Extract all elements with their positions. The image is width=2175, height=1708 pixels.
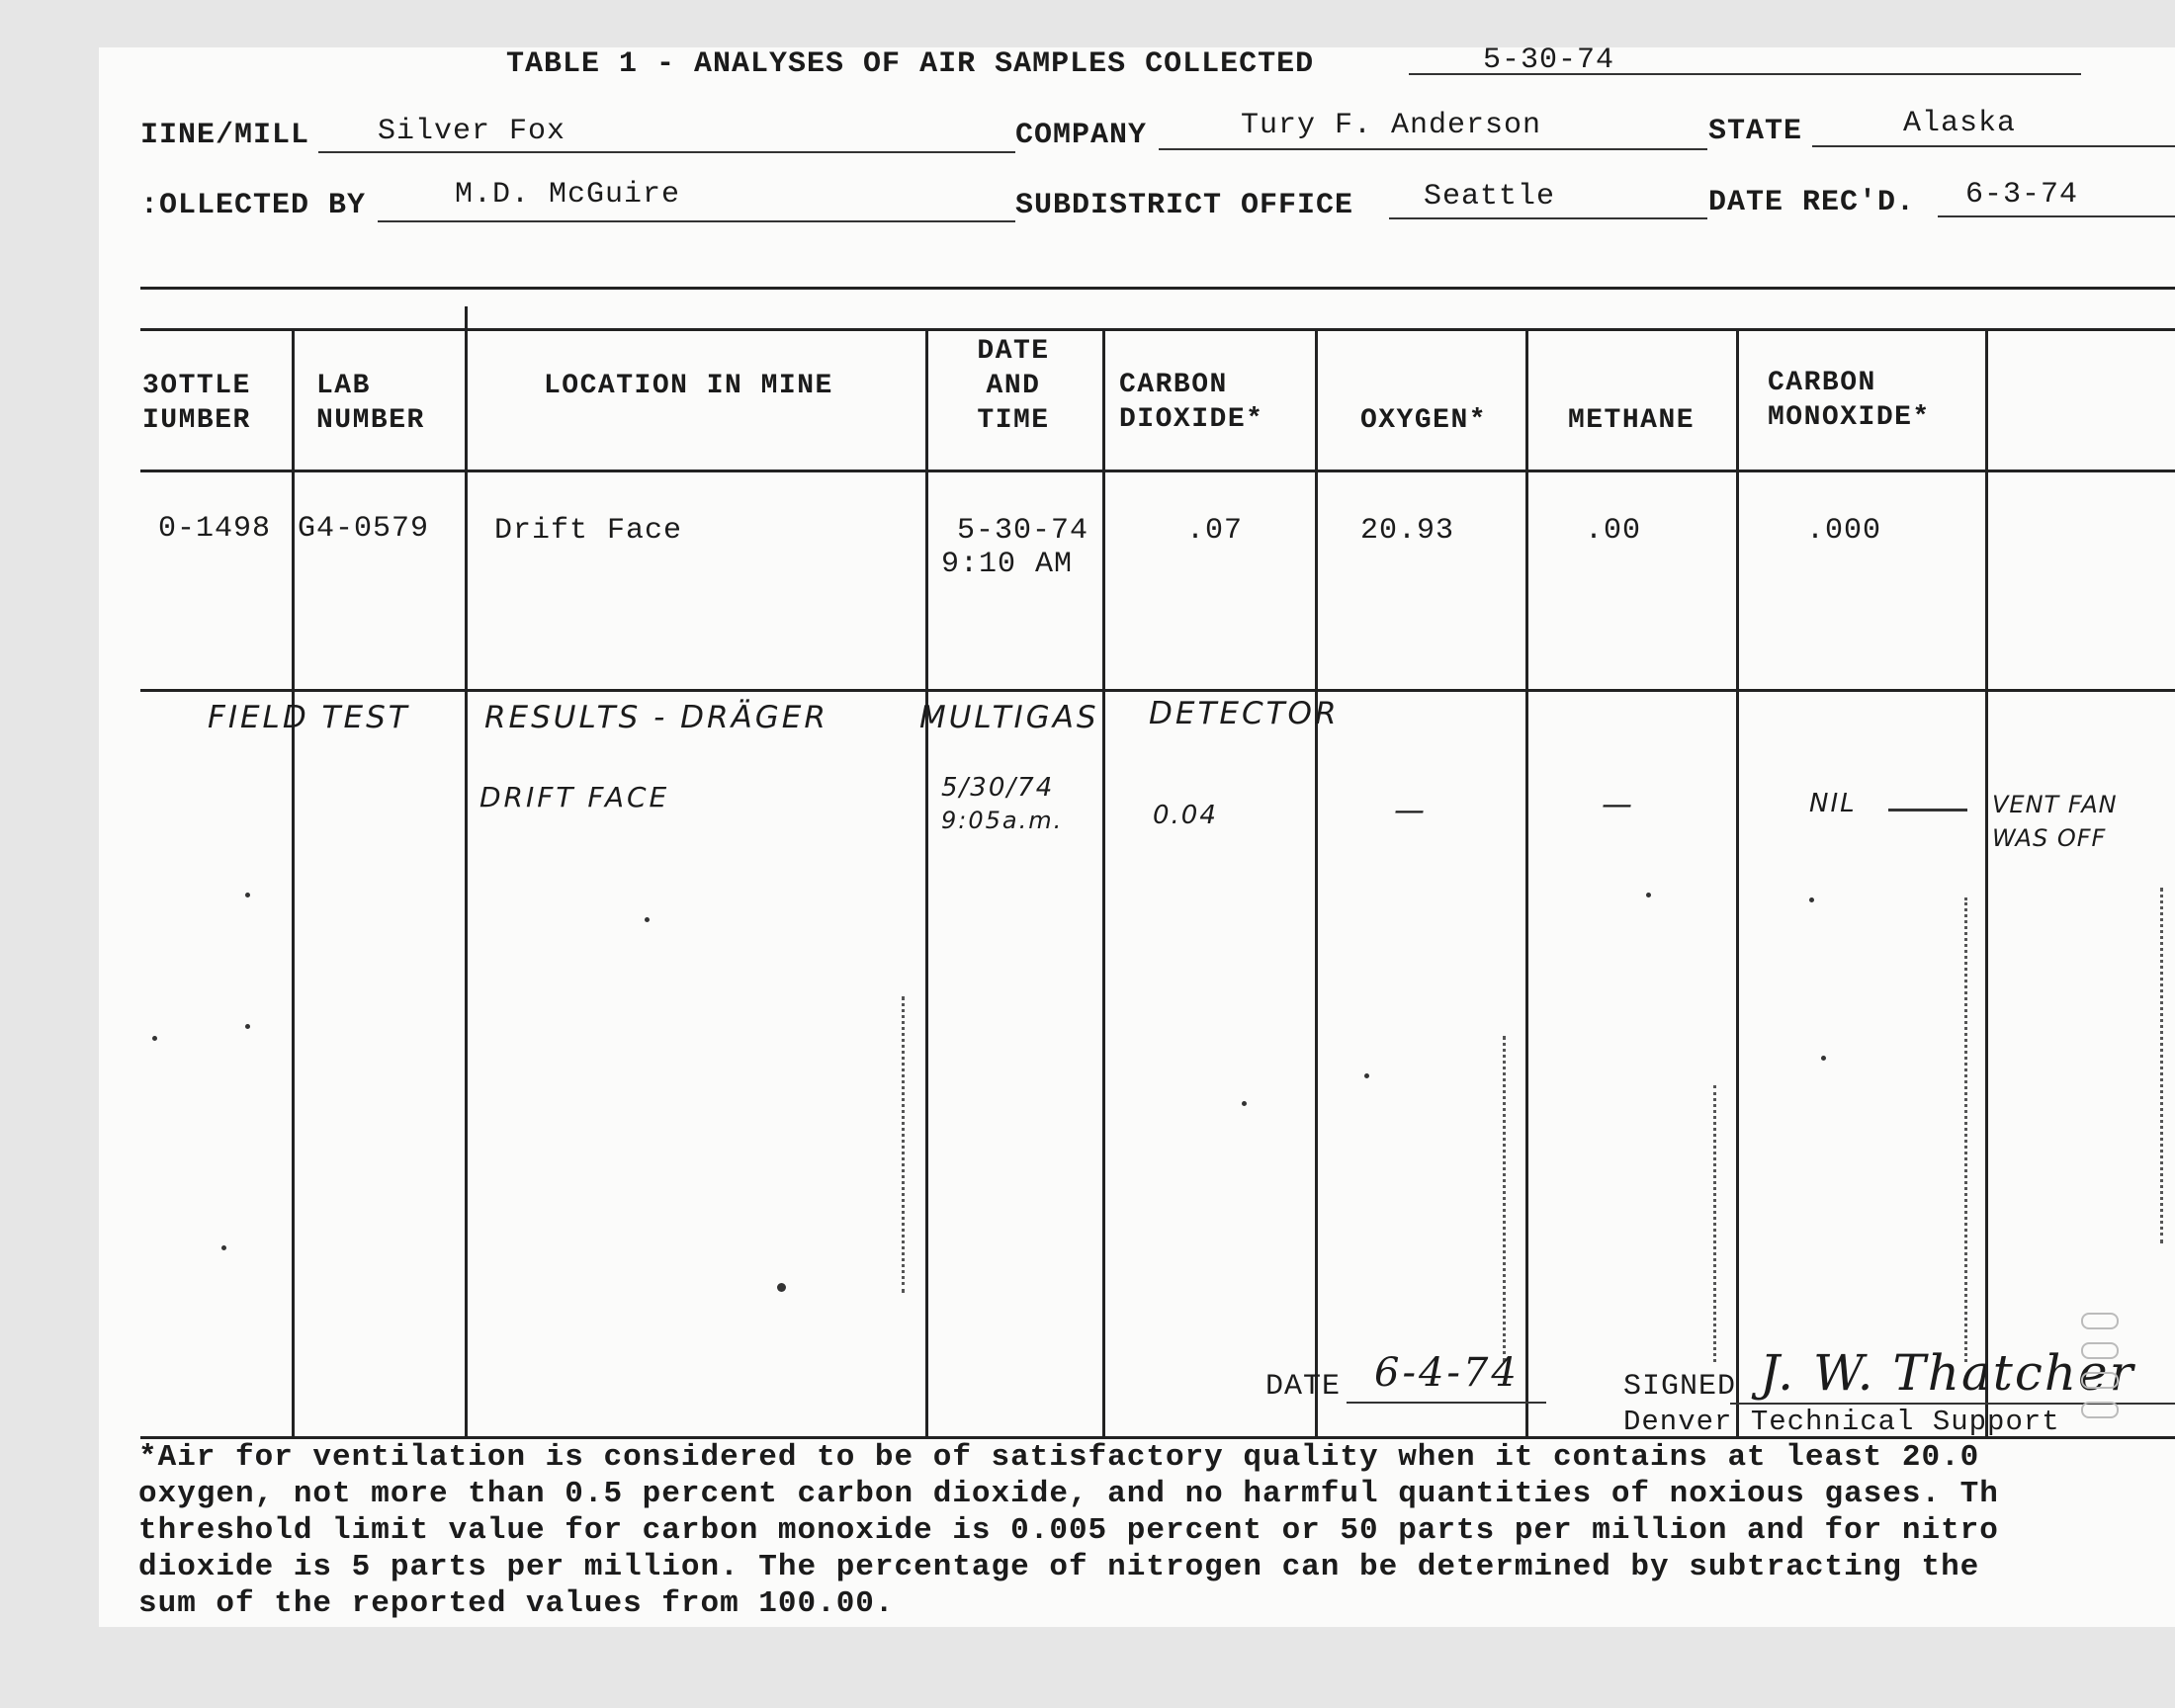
speck <box>777 1283 786 1292</box>
margin-marks <box>2081 1313 2119 1431</box>
field-test-heading-2: RESULTS - DRÄGER <box>484 700 828 735</box>
cell-methane: .00 <box>1585 514 1642 548</box>
footnote-line-4: dioxide is 5 parts per million. The percentage of nitrogen can be determined by subtracting the <box>138 1550 1980 1584</box>
footnote-line-3: threshold limit value for carbon monoxide is 0.005 percent or 50 parts per million and for nitro <box>138 1513 1999 1548</box>
dot-trace-2 <box>1503 1036 1506 1362</box>
header-location: LOCATION IN MINE <box>544 371 833 401</box>
field-methane: — <box>1602 787 1635 822</box>
col-line-5 <box>1315 329 1318 1436</box>
received-underline <box>1938 215 2175 217</box>
rule-row-bottom <box>140 689 2175 692</box>
collected-by-value: M.D. McGuire <box>455 178 681 212</box>
collected-by-label: :OLLECTED BY <box>140 189 367 222</box>
field-oxygen: — <box>1394 793 1428 828</box>
cell-carbon-dioxide: .07 <box>1186 514 1244 548</box>
col-line-3 <box>925 329 928 1436</box>
collected-underline <box>378 220 1015 222</box>
speck <box>245 893 250 897</box>
field-carbon-monoxide: NIL <box>1809 789 1857 818</box>
header-bottle-number: 3OTTLE IUMBER <box>142 371 251 436</box>
header-carbon-dioxide: CARBON DIOXIDE* <box>1119 370 1264 435</box>
mine-underline <box>318 151 1015 153</box>
company-underline <box>1159 148 1707 150</box>
header-methane: METHANE <box>1567 405 1696 436</box>
date-received-value: 6-3-74 <box>1965 178 2079 212</box>
field-test-heading-3: MULTIGAS <box>919 700 1099 735</box>
document-page <box>99 47 2175 1627</box>
field-test-heading-4: DETECTOR <box>1149 696 1340 731</box>
field-note-line-1: VENT FAN <box>1992 791 2118 818</box>
company-label: COMPANY <box>1015 119 1148 152</box>
signature-office: Denver Technical Support <box>1623 1406 2060 1438</box>
speck <box>1364 1073 1369 1078</box>
header-date-time: DATE AND TIME <box>977 336 1050 436</box>
footnote-line-1: *Air for ventilation is considered to be of satisfactory quality when it contains at least 20.0 <box>138 1440 1980 1475</box>
speck <box>1809 897 1814 902</box>
title-date-underline <box>1409 73 2081 75</box>
field-note-line-2: WAS OFF <box>1992 824 2107 852</box>
mine-mill-label: IINE/MILL <box>140 119 310 152</box>
speck <box>221 1245 226 1250</box>
date-received-label: DATE REC'D. <box>1708 186 1916 219</box>
rule-header-bottom <box>140 470 2175 472</box>
mine-mill-value: Silver Fox <box>378 115 566 148</box>
footnote-line-5: sum of the reported values from 100.00. <box>138 1586 895 1621</box>
cell-lab-number: G4-0579 <box>298 512 430 546</box>
speck <box>152 1036 157 1041</box>
dot-trace-1 <box>902 996 905 1293</box>
signature: J. W. Thatcher <box>1760 1344 2135 1402</box>
rule-top <box>140 287 2175 290</box>
col-line-6 <box>1525 329 1528 1436</box>
field-carbon-dioxide: 0.04 <box>1153 801 1218 830</box>
cell-location: Drift Face <box>494 514 683 548</box>
dot-trace-5 <box>2160 888 2163 1243</box>
signature-date-label: DATE <box>1265 1370 1342 1404</box>
signed-label: SIGNED <box>1623 1370 1737 1404</box>
company-value: Tury F. Anderson <box>1241 109 1542 142</box>
state-label: STATE <box>1708 115 1803 148</box>
state-value: Alaska <box>1903 107 2017 140</box>
dot-trace-4 <box>1964 897 1967 1362</box>
subdistrict-underline <box>1389 217 1707 219</box>
field-time: 9:05a.m. <box>941 807 1064 834</box>
speck <box>1821 1056 1826 1061</box>
field-test-heading-1: FIELD TEST <box>208 700 410 735</box>
subdistrict-label: SUBDISTRICT OFFICE <box>1015 189 1354 222</box>
header-carbon-monoxide: CARBON MONOXIDE* <box>1768 368 1931 433</box>
col-line-7 <box>1736 329 1739 1436</box>
speck <box>245 1024 250 1029</box>
field-date: 5/30/74 <box>941 773 1055 803</box>
subdistrict-value: Seattle <box>1424 180 1556 214</box>
cell-oxygen: 20.93 <box>1360 514 1455 548</box>
cell-bottle-number: 0-1498 <box>158 512 272 546</box>
speck <box>1646 893 1651 897</box>
speck <box>1242 1101 1247 1106</box>
state-underline <box>1812 145 2175 147</box>
signature-date-underline <box>1347 1402 1546 1404</box>
cell-date: 5-30-74 <box>957 514 1089 548</box>
col-line-4 <box>1102 329 1105 1436</box>
collection-date: 5-30-74 <box>1483 47 1615 77</box>
table-title: TABLE 1 - ANALYSES OF AIR SAMPLES COLLECTED <box>506 47 1315 81</box>
dot-trace-3 <box>1713 1085 1716 1362</box>
signature-date-value: 6-4-74 <box>1374 1350 1520 1396</box>
col-line-2 <box>465 306 468 1436</box>
rule-header-top <box>140 328 2175 331</box>
cell-carbon-monoxide: .000 <box>1806 514 1882 548</box>
speck <box>645 917 650 922</box>
footnote-line-2: oxygen, not more than 0.5 percent carbon dioxide, and no harmful quantities of noxious gases. Th <box>138 1477 1999 1511</box>
col-line-8 <box>1985 329 1988 1436</box>
col-line-1 <box>292 329 295 1436</box>
header-lab-number: LAB NUMBER <box>316 371 425 436</box>
cell-time: 9:10 AM <box>941 548 1074 581</box>
field-location: DRIFT FACE <box>479 781 670 813</box>
field-co-dash <box>1888 809 1967 811</box>
header-oxygen: OXYGEN* <box>1359 405 1488 436</box>
